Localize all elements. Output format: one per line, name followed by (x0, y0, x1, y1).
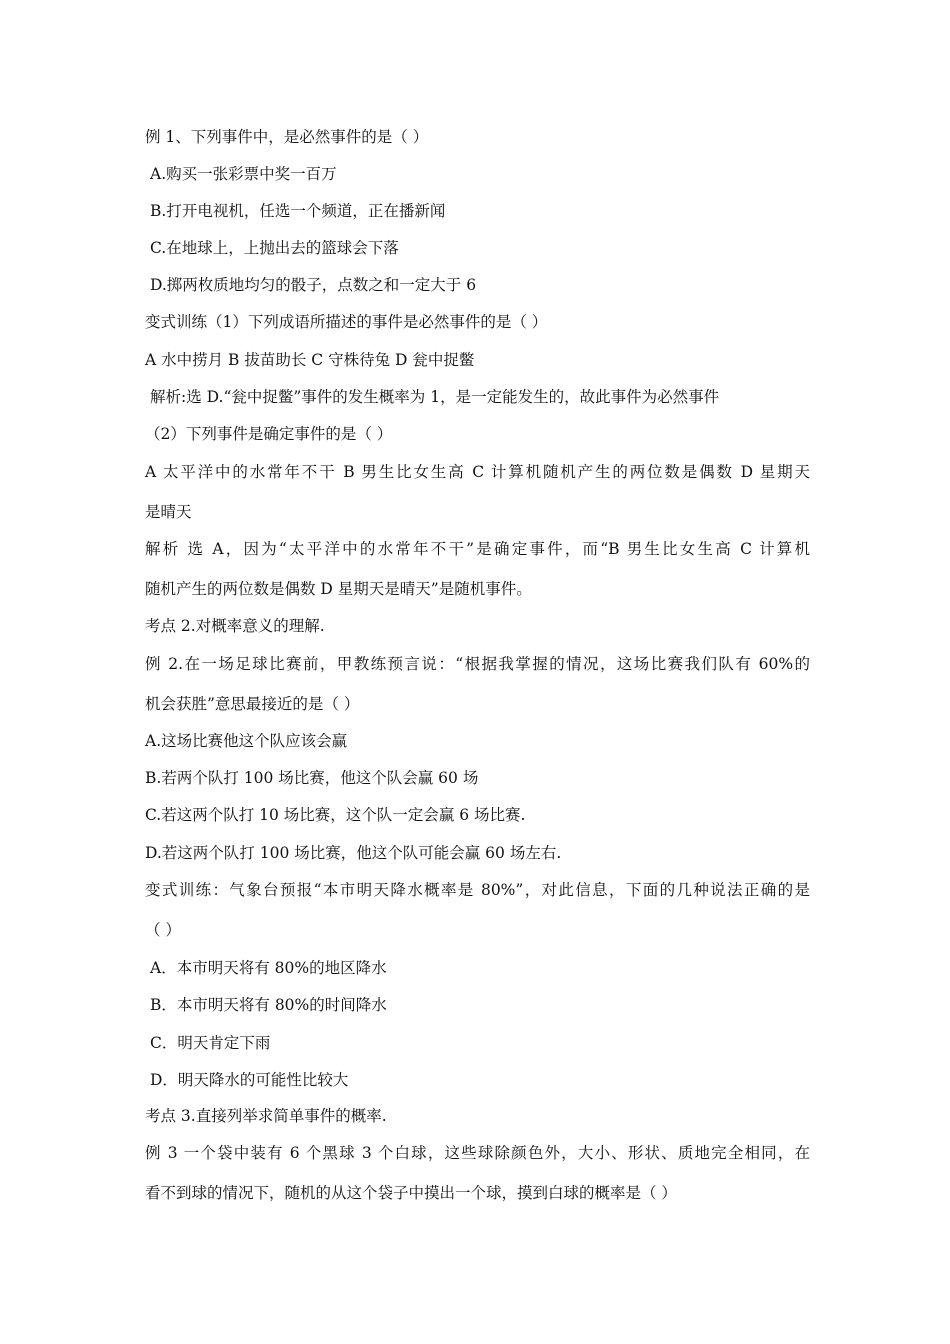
variant-2-options-line-2: 是晴天 (145, 503, 192, 521)
example-1-question: 例 1、下列事件中，是必然事件的是（ ） (145, 128, 429, 146)
variant-2-options-line-1: A 太平洋中的水常年不干 B 男生比女生高 C 计算机随机产生的两位数是偶数 D 星期天 (145, 463, 810, 481)
topic-3-heading: 考点 3.直接列举求简单事件的概率. (145, 1107, 387, 1125)
example-3-question-line-2: 看不到球的情况下，随机的从这个袋子中摸出一个球，摸到白球的概率是（ ） (145, 1184, 677, 1202)
variant-1-options: A 水中捞月 B 拔苗助长 C 守株待兔 D 瓮中捉鳖 (145, 351, 475, 369)
example-2-option-b: B.若两个队打 100 场比赛，他这个队会赢 60 场 (145, 769, 479, 787)
variant-3-option-b: B．本市明天将有 80%的时间降水 (150, 996, 387, 1014)
example-1-option-b: B.打开电视机，任选一个频道，正在播新闻 (150, 202, 446, 220)
example-2-option-a: A.这场比赛他这个队应该会赢 (145, 732, 348, 750)
variant-2-solution-line-2: 随机产生的两位数是偶数 D 星期天是晴天”是随机事件。 (145, 580, 532, 598)
variant-3-question-line-1: 变式训练：气象台预报“本市明天降水概率是 80%”，对此信息，下面的几种说法正确的是 (145, 881, 810, 899)
variant-3-question-line-2: （ ） (145, 921, 181, 939)
example-1-option-c: C.在地球上，上抛出去的篮球会下落 (150, 239, 399, 257)
example-2-question-line-1: 例 2.在一场足球比赛前，甲教练预言说：“根据我掌握的情况，这场比赛我们队有 60%的 (145, 655, 810, 673)
example-2-option-c: C.若这两个队打 10 场比赛，这个队一定会赢 6 场比赛. (145, 806, 526, 824)
example-2-question-line-2: 机会获胜”意思最接近的是（ ） (145, 695, 360, 713)
example-1-option-d: D.掷两枚质地均匀的骰子，点数之和一定大于 6 (150, 276, 477, 294)
variant-3-option-d: D．明天降水的可能性比较大 (150, 1071, 349, 1089)
variant-2-solution-line-1: 解析 选 A，因为“太平洋中的水常年不干”是确定事件，而“B 男生比女生高 C 计算机 (145, 540, 810, 558)
example-2-option-d: D.若这两个队打 100 场比赛，他这个队可能会赢 60 场左右. (145, 844, 562, 862)
example-1-option-a: A.购买一张彩票中奖一百万 (150, 165, 337, 183)
variant-2-question: （2）下列事件是确定事件的是（ ） (145, 425, 393, 443)
example-3-question-line-1: 例 3 一个袋中装有 6 个黑球 3 个白球，这些球除颜色外，大小、形状、质地完全相同，在 (145, 1144, 810, 1162)
topic-2-heading: 考点 2.对概率意义的理解. (145, 617, 325, 635)
variant-1-question: 变式训练（1）下列成语所描述的事件是必然事件的是（ ） (145, 313, 548, 331)
variant-3-option-c: C．明天肯定下雨 (150, 1034, 271, 1052)
variant-1-solution: 解析:选 D.“瓮中捉鳖”事件的发生概率为 1，是一定能发生的，故此事件为必然事件 (150, 388, 720, 406)
variant-3-option-a: A．本市明天将有 80%的地区降水 (150, 959, 387, 977)
